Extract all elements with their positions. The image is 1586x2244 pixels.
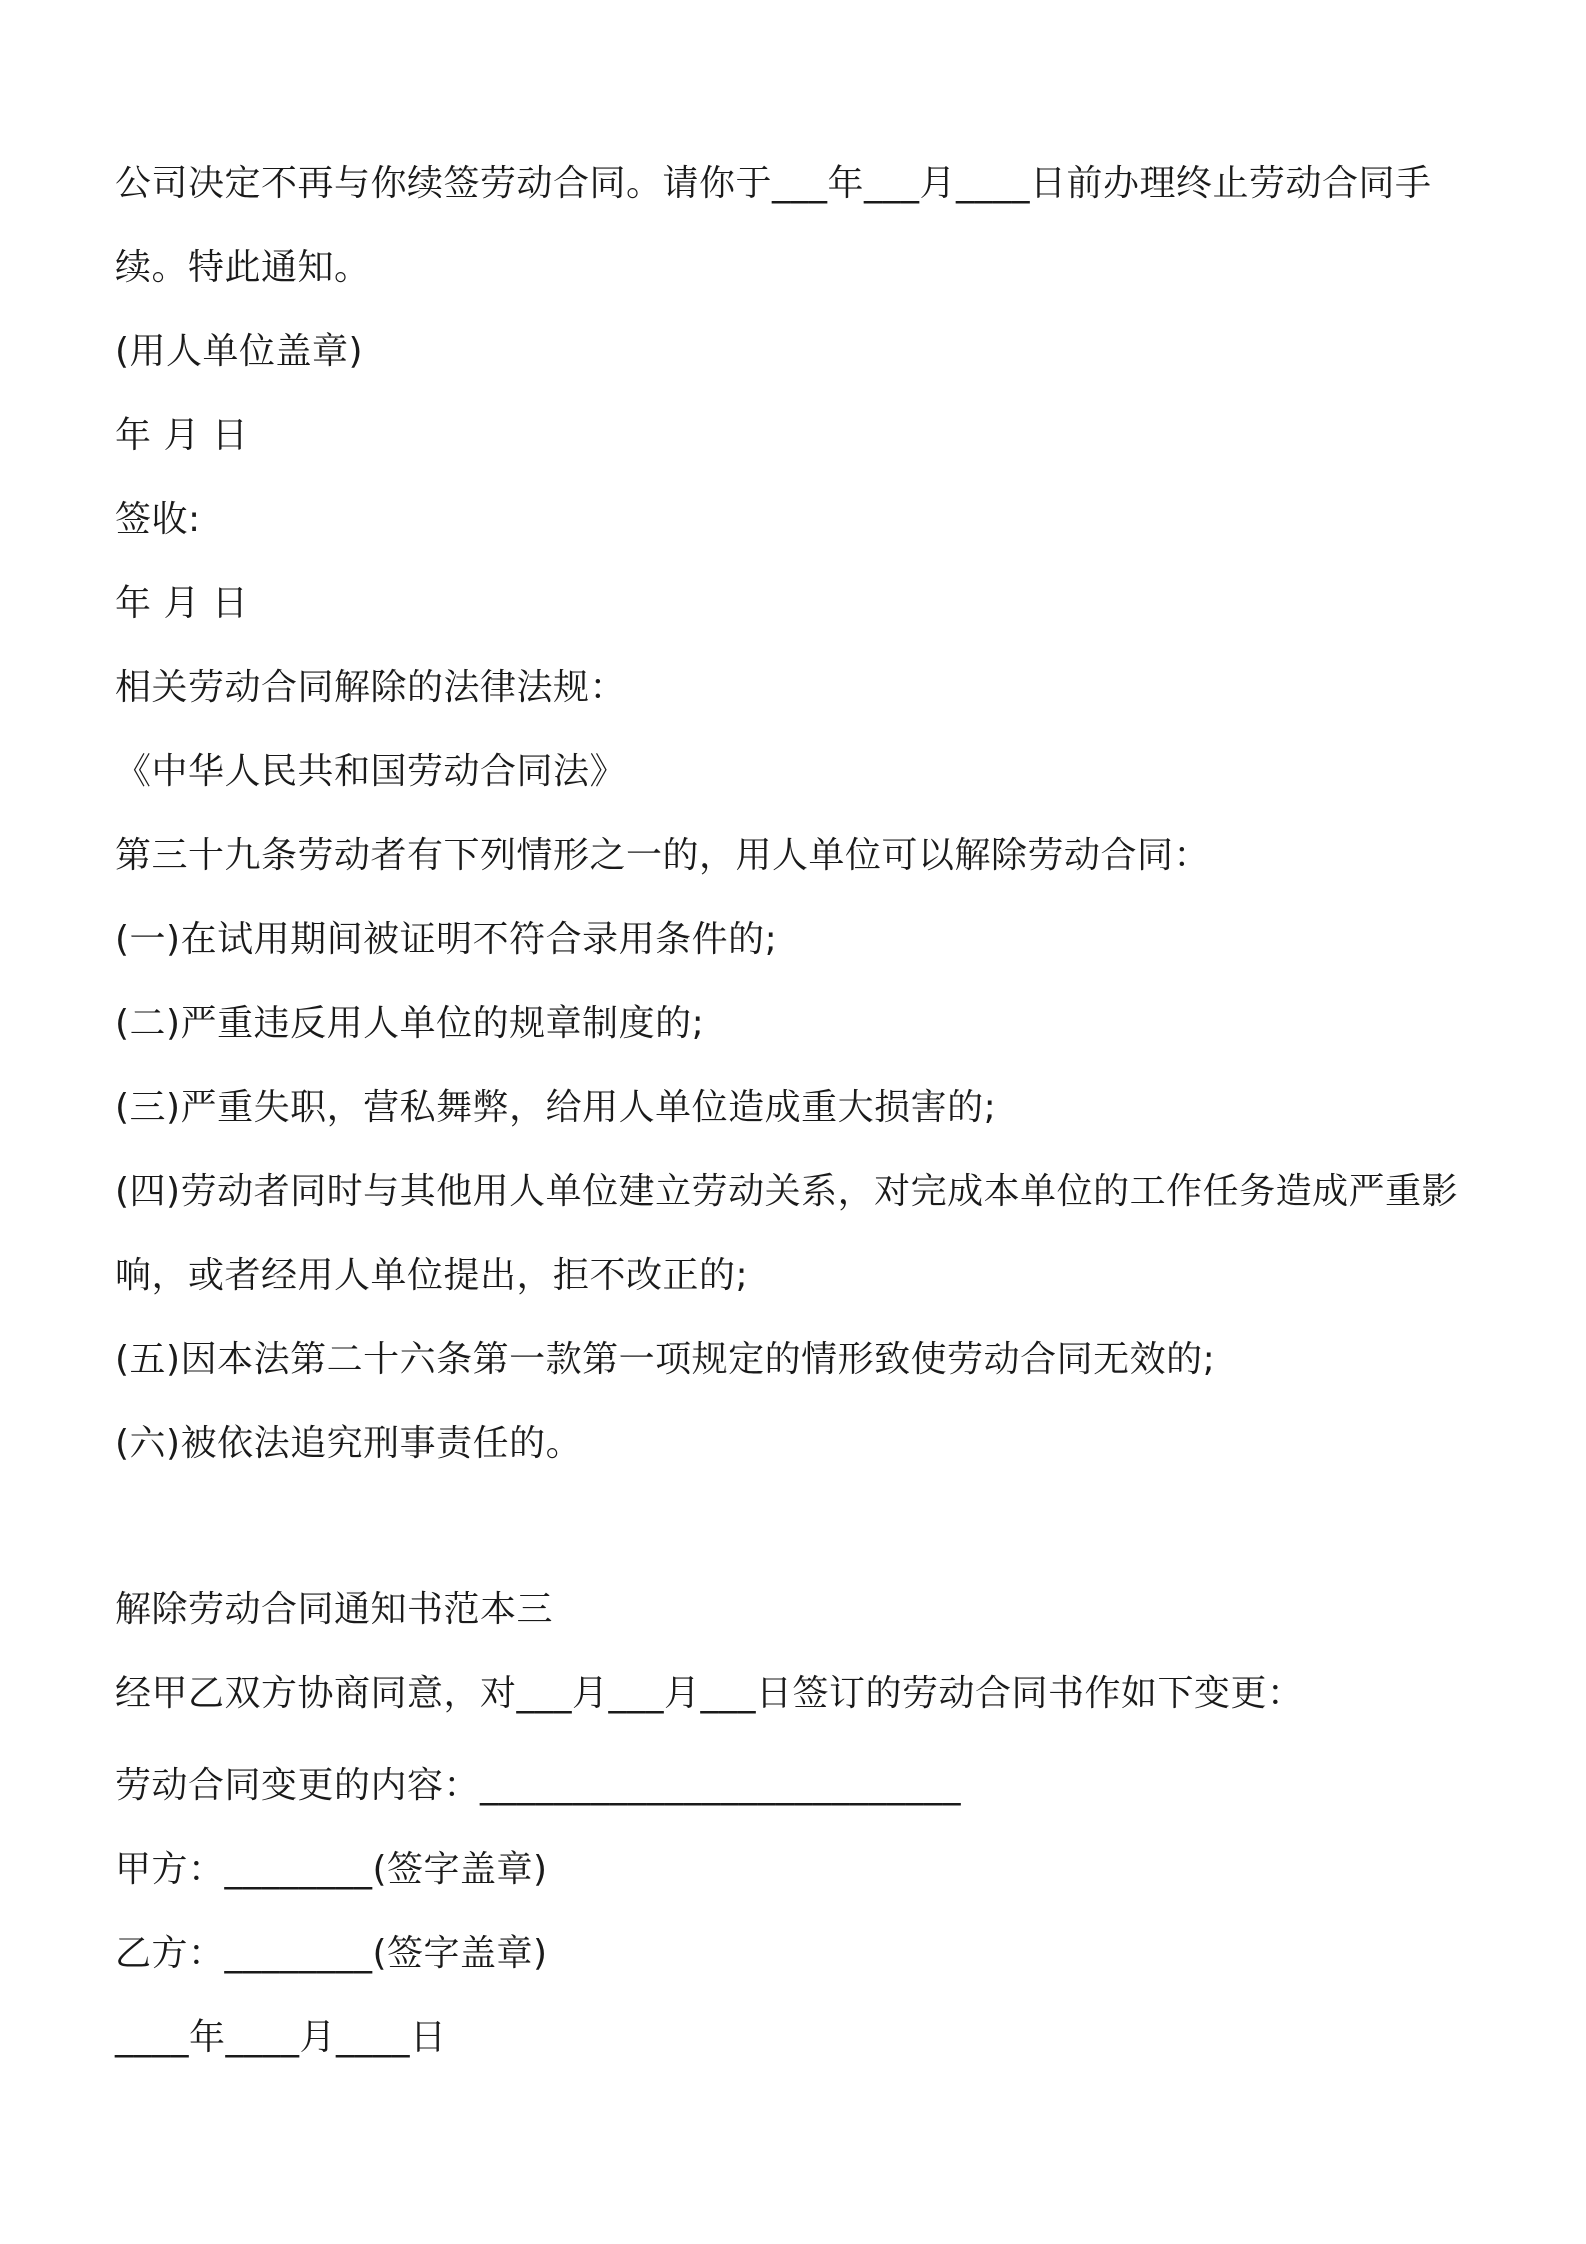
- list-item-2: (二)严重违反用人单位的规章制度的;: [115, 1003, 705, 1044]
- article-39: 第三十九条劳动者有下列情形之一的，用人单位可以解除劳动合同：: [115, 835, 1211, 876]
- list-item-1: (一)在试用期间被证明不符合录用条件的;: [115, 919, 778, 960]
- law-title: 《中华人民共和国劳动合同法》: [115, 751, 627, 792]
- party-b-line: 乙方：________(签字盖章): [115, 1933, 548, 1974]
- laws-heading: 相关劳动合同解除的法律法规：: [115, 667, 627, 708]
- date-line-2: 年 月 日: [115, 583, 249, 624]
- date-line-1: 年 月 日: [115, 415, 249, 456]
- notice-line-1: 公司决定不再与你续签劳动合同。请你于___年___月____日前办理终止劳动合同手: [115, 163, 1432, 204]
- list-item-4-line-2: 响，或者经用人单位提出，拒不改正的;: [115, 1255, 749, 1296]
- list-item-6: (六)被依法追究刑事责任的。: [115, 1423, 583, 1464]
- section-intro: 经甲乙双方协商同意，对___月___月___日签订的劳动合同书作如下变更：: [115, 1673, 1304, 1714]
- notice-line-2: 续。特此通知。: [115, 247, 371, 288]
- section-heading: 解除劳动合同通知书范本三: [115, 1589, 554, 1630]
- party-a-line: 甲方：________(签字盖章): [115, 1849, 548, 1890]
- employer-seal: (用人单位盖章): [115, 331, 364, 372]
- date-line-3: ____年____月____日: [115, 2017, 447, 2058]
- list-item-5: (五)因本法第二十六条第一款第一项规定的情形致使劳动合同无效的;: [115, 1339, 1216, 1380]
- list-item-3: (三)严重失职，营私舞弊，给用人单位造成重大损害的;: [115, 1087, 997, 1128]
- change-content-line: 劳动合同变更的内容：__________________________: [115, 1765, 962, 1806]
- list-item-4-line-1: (四)劳动者同时与其他用人单位建立劳动关系，对完成本单位的工作任务造成严重影: [115, 1171, 1459, 1212]
- receipt-label: 签收:: [115, 499, 201, 540]
